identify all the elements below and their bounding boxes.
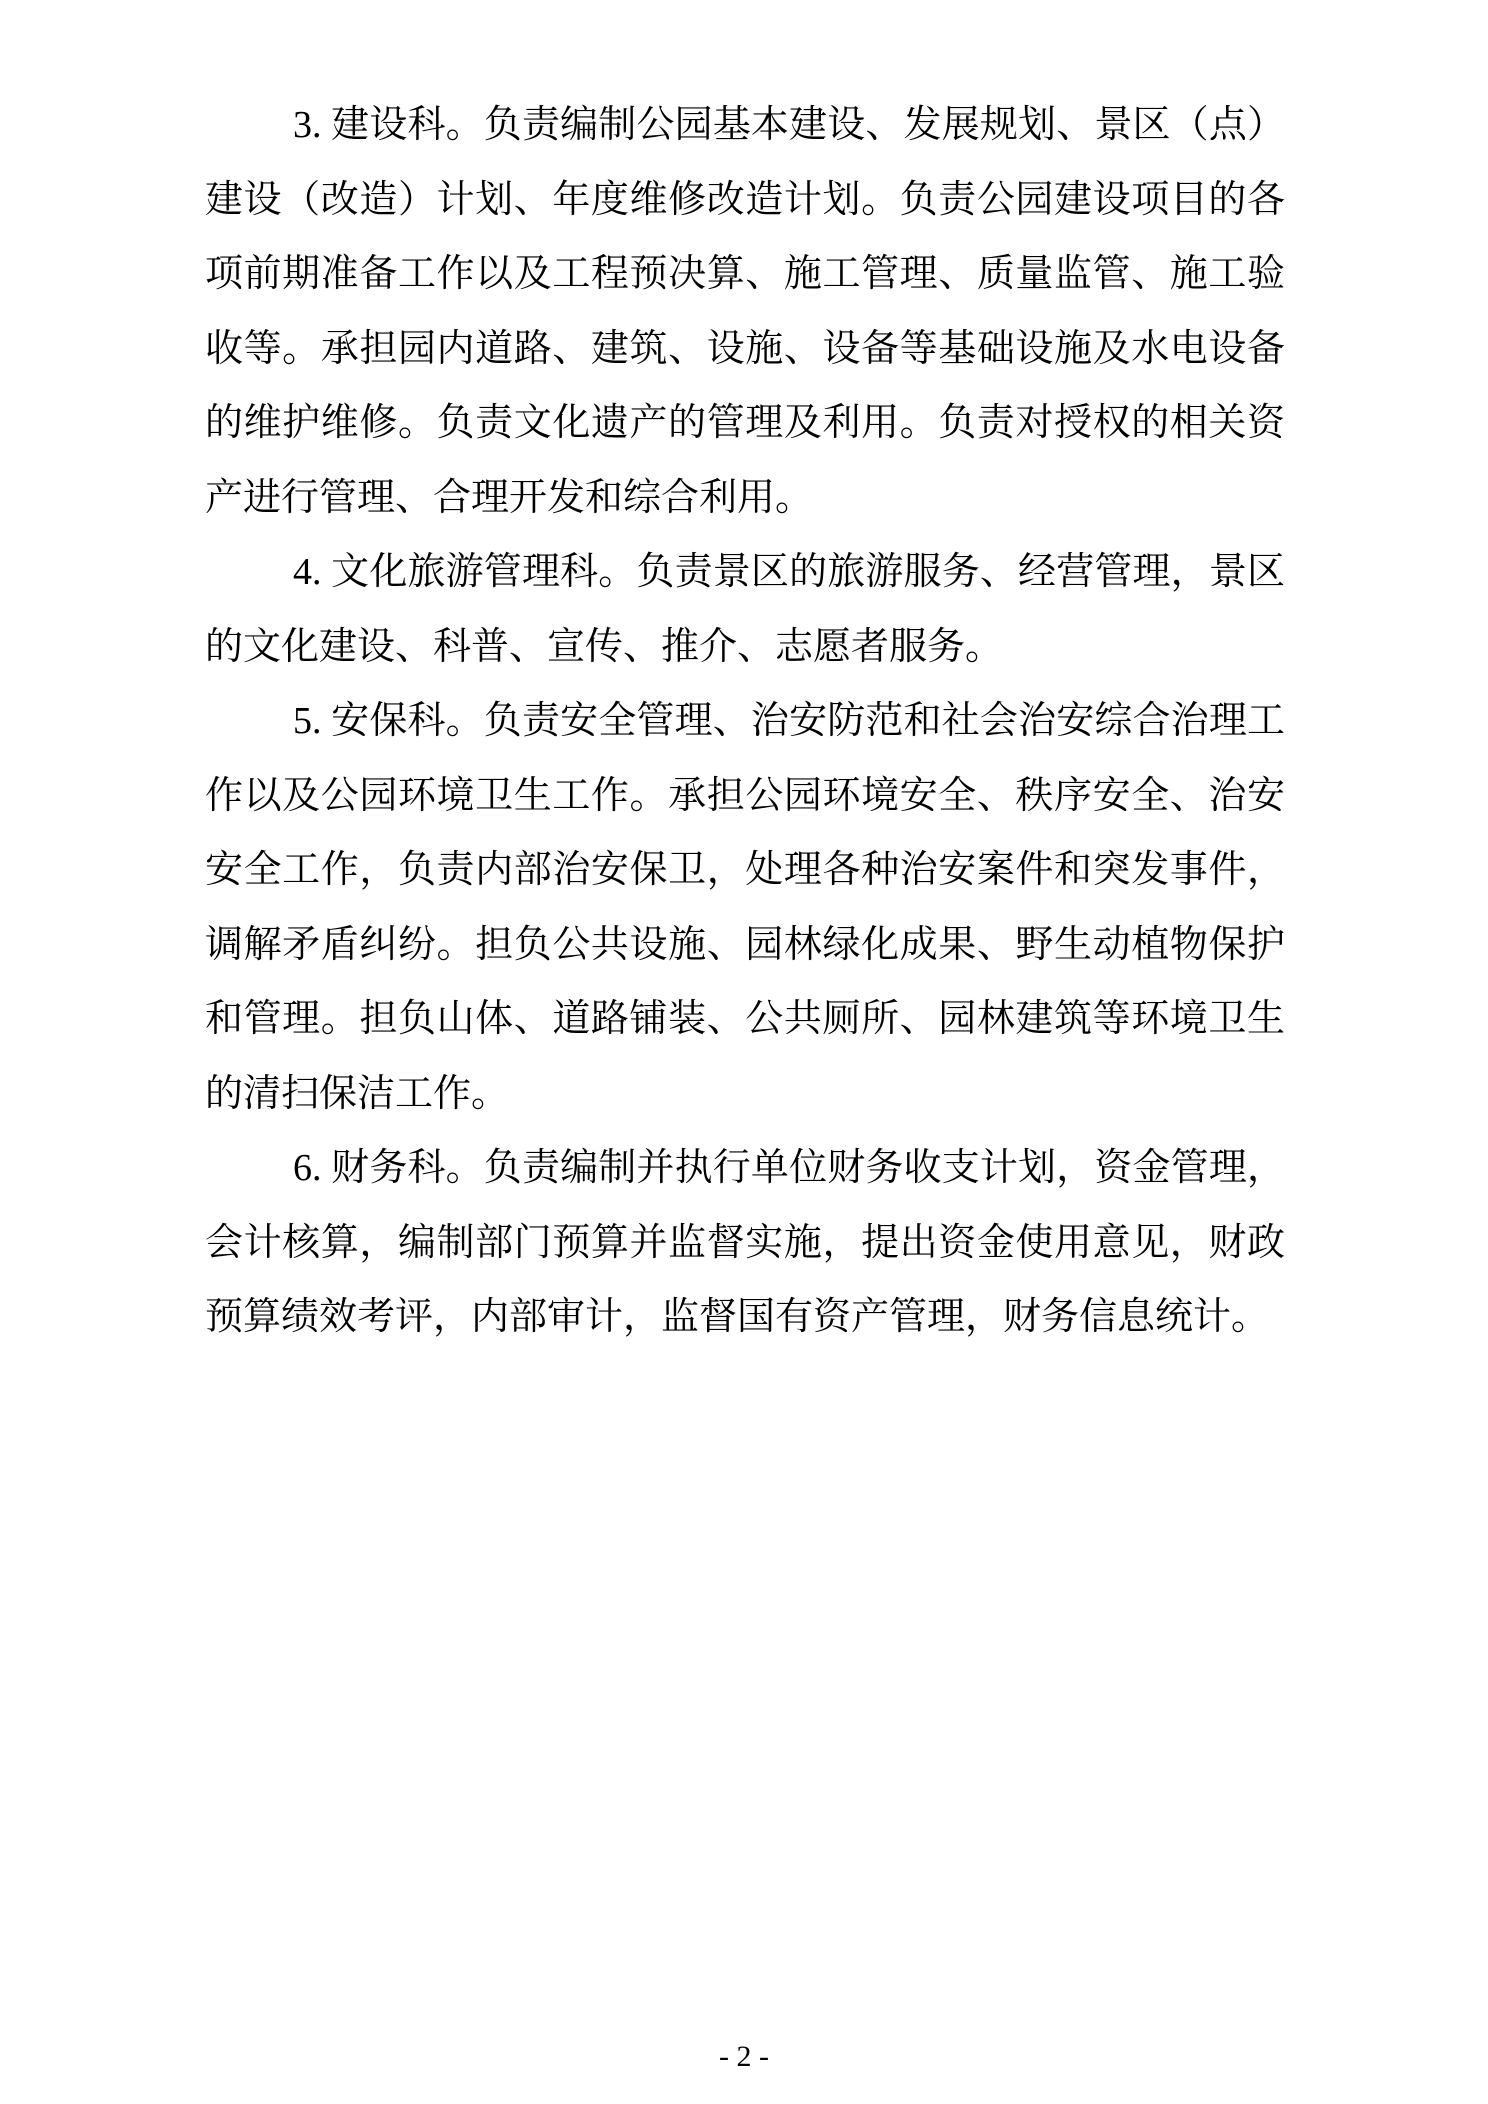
text-line: 和管理。担负山体、道路铺装、公共厕所、园林建筑等环境卫生 bbox=[205, 998, 1285, 1040]
text-line: 会计核算，编制部门预算并监督实施，提出资金使用意见，财政 bbox=[205, 1221, 1285, 1264]
text-line: 安全工作，负责内部治安保卫，处理各种治安案件和突发事件， bbox=[205, 849, 1285, 891]
text-line: 项前期准备工作以及工程预决算、施工管理、质量监管、施工验 bbox=[205, 253, 1285, 295]
text-line: 4. 文化旅游管理科。负责景区的旅游服务、经营管理，景区 bbox=[293, 551, 1285, 593]
text-line: 预算绩效考评，内部审计，监督国有资产管理，财务信息统计。 bbox=[205, 1296, 1270, 1338]
text-line: 作以及公园环境卫生工作。承担公园环境安全、秩序安全、治安 bbox=[205, 774, 1285, 817]
text-line: 3. 建设科。负责编制公园基本建设、发展规划、景区（点） bbox=[293, 104, 1285, 146]
text-line: 的文化建设、科普、宣传、推介、志愿者服务。 bbox=[205, 625, 1004, 668]
text-line: 收等。承担园内道路、建筑、设施、设备等基础设施及水电设备 bbox=[205, 327, 1285, 370]
text-line: 建设（改造）计划、年度维修改造计划。负责公园建设项目的各 bbox=[205, 178, 1285, 221]
text-line: 的清扫保洁工作。 bbox=[205, 1072, 510, 1115]
document-body bbox=[205, 88, 1285, 1355]
text-line: 产进行管理、合理开发和综合利用。 bbox=[205, 476, 814, 519]
text-line: 的维护维修。负责文化遗产的管理及利用。负责对授权的相关资 bbox=[205, 402, 1285, 444]
text-line: 5. 安保科。负责安全管理、治安防范和社会治安综合治理工 bbox=[293, 700, 1285, 742]
page-number: - 2 - bbox=[719, 2040, 769, 2073]
text-line: 6. 财务科。负责编制并执行单位财务收支计划，资金管理， bbox=[293, 1147, 1285, 1189]
text-line: 调解矛盾纠纷。担负公共设施、园林绿化成果、野生动植物保护 bbox=[205, 923, 1285, 966]
